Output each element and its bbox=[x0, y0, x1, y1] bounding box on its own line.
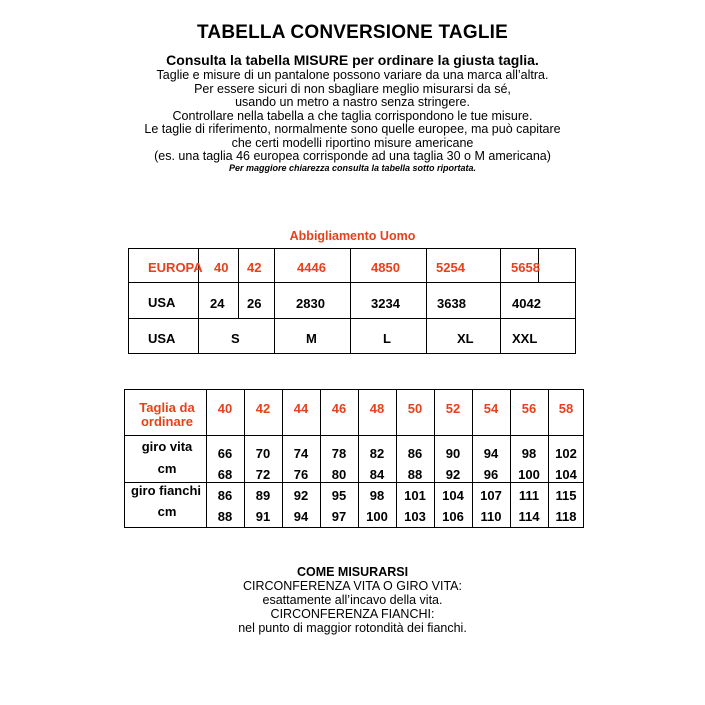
page-subtitle: Consulta la tabella MISURE per ordinare la giusta taglia. bbox=[166, 52, 539, 68]
intro-line: (es. una taglia 46 europea corrisponde ad una taglia 30 o M americana) bbox=[154, 149, 551, 163]
table-cell: 114 bbox=[518, 509, 540, 524]
table-cell: 82 bbox=[369, 446, 385, 461]
col-divider bbox=[198, 248, 199, 318]
col-divider bbox=[500, 318, 501, 354]
col-divider bbox=[426, 318, 427, 354]
table-cell: 103 bbox=[404, 509, 426, 524]
table-cell: 100 bbox=[518, 467, 540, 482]
how-to-line: esattamente all’incavo della vita. bbox=[262, 593, 443, 607]
col-divider bbox=[350, 248, 351, 318]
col-divider bbox=[274, 248, 275, 318]
how-to-line: CIRCONFERENZA FIANCHI: bbox=[270, 607, 435, 621]
section-title: Abbigliamento Uomo bbox=[289, 229, 416, 243]
table-cell: 26 bbox=[247, 296, 262, 311]
table-cell: 3638 bbox=[437, 296, 466, 311]
table-cell: L bbox=[383, 331, 391, 346]
table-cell: 98 bbox=[521, 446, 537, 461]
col-divider bbox=[238, 248, 239, 318]
table-cell: 66 bbox=[217, 446, 233, 461]
row-label-fianchi: cm bbox=[157, 504, 177, 519]
table-cell: 70 bbox=[255, 446, 271, 461]
table-cell: 96 bbox=[483, 467, 499, 482]
table-border bbox=[128, 248, 129, 354]
table-cell: 40 bbox=[214, 260, 229, 275]
table-cell: 76 bbox=[293, 467, 309, 482]
table-cell: XXL bbox=[512, 331, 538, 346]
row-label-usa: USA bbox=[148, 331, 176, 346]
size-header: 52 bbox=[445, 401, 461, 416]
table-cell: 97 bbox=[331, 509, 347, 524]
table-cell: 90 bbox=[445, 446, 461, 461]
note-text: Per maggiore chiarezza consulta la tabella sotto riportata. bbox=[228, 163, 477, 173]
table-cell: 91 bbox=[255, 509, 271, 524]
table-cell: 3234 bbox=[371, 296, 400, 311]
table-cell: 104 bbox=[555, 467, 577, 482]
table-border bbox=[124, 527, 584, 528]
table-cell: 74 bbox=[293, 446, 309, 461]
table-cell: 95 bbox=[331, 488, 347, 503]
header-label: Taglia da bbox=[139, 400, 195, 415]
header-label: ordinare bbox=[140, 414, 193, 429]
row-label-vita: cm bbox=[157, 461, 177, 476]
table-cell: 4042 bbox=[512, 296, 541, 311]
table-cell: 110 bbox=[480, 509, 502, 524]
table-cell: 78 bbox=[331, 446, 347, 461]
table-cell: 100 bbox=[366, 509, 388, 524]
table-cell: 2830 bbox=[296, 296, 325, 311]
table-cell: 4850 bbox=[371, 260, 400, 275]
table-cell: 68 bbox=[217, 467, 233, 482]
row-label-fianchi: giro fianchi bbox=[130, 483, 202, 498]
table-cell: 89 bbox=[255, 488, 271, 503]
intro-line: Per essere sicuri di non sbagliare meglio misurarsi da sé, bbox=[194, 81, 511, 96]
table-cell: 72 bbox=[255, 467, 271, 482]
intro-line: Le taglie di riferimento, normalmente sono quelle europee, ma può capitare bbox=[144, 122, 561, 136]
size-header: 58 bbox=[558, 401, 574, 416]
row-divider bbox=[128, 282, 576, 283]
table-cell: 88 bbox=[407, 467, 423, 482]
table-cell: 88 bbox=[217, 509, 233, 524]
size-header: 48 bbox=[369, 401, 385, 416]
table-cell: 104 bbox=[442, 488, 464, 503]
how-to-heading: COME MISURARSI bbox=[296, 565, 409, 579]
size-header: 40 bbox=[217, 401, 233, 416]
table-cell: 118 bbox=[555, 509, 577, 524]
row-divider bbox=[124, 435, 584, 436]
size-header: 50 bbox=[407, 401, 423, 416]
table-border bbox=[128, 248, 576, 249]
table-cell: 4446 bbox=[297, 260, 326, 275]
table-cell: 80 bbox=[331, 467, 347, 482]
table-border bbox=[124, 389, 584, 390]
row-label-europa: EUROPA bbox=[148, 260, 203, 275]
col-divider bbox=[426, 248, 427, 318]
intro-line: Controllare nella tabella a che taglia corrispondono le tue misure. bbox=[172, 108, 533, 123]
col-divider bbox=[500, 248, 501, 318]
size-header: 42 bbox=[255, 401, 271, 416]
size-conversion-table bbox=[128, 248, 576, 354]
how-to-line: CIRCONFERENZA VITA O GIRO VITA: bbox=[242, 579, 462, 593]
table-cell: 92 bbox=[293, 488, 309, 503]
size-header: 56 bbox=[521, 401, 537, 416]
page-title: TABELLA CONVERSIONE TAGLIE bbox=[197, 22, 508, 43]
measurements-table bbox=[124, 389, 584, 528]
intro-line: che certi modelli riportino misure americane bbox=[231, 135, 474, 150]
table-cell: 106 bbox=[442, 509, 464, 524]
how-to-measure bbox=[0, 565, 705, 635]
size-header: 46 bbox=[331, 401, 347, 416]
table-cell: 92 bbox=[445, 467, 461, 482]
table-cell: XL bbox=[457, 331, 474, 346]
col-divider bbox=[198, 318, 199, 354]
table-cell: 24 bbox=[210, 296, 225, 311]
table-cell: 98 bbox=[369, 488, 385, 503]
row-divider bbox=[128, 318, 576, 319]
col-divider bbox=[274, 318, 275, 354]
table-cell: 86 bbox=[217, 488, 233, 503]
table-cell: M bbox=[306, 331, 317, 346]
table-cell: 42 bbox=[247, 260, 262, 275]
table-cell: 84 bbox=[369, 467, 385, 482]
table-cell: 111 bbox=[518, 488, 540, 503]
how-to-line: nel punto di maggior rotondità dei fianchi. bbox=[238, 621, 467, 635]
table-cell: 86 bbox=[407, 446, 423, 461]
table-cell: 102 bbox=[555, 446, 577, 461]
table-border bbox=[575, 248, 576, 354]
table-border bbox=[128, 353, 576, 354]
row-label-usa: USA bbox=[148, 295, 176, 310]
col-divider bbox=[350, 318, 351, 354]
size-header: 44 bbox=[293, 401, 309, 416]
table-cell: 94 bbox=[293, 509, 309, 524]
table-cell: 115 bbox=[555, 488, 577, 503]
table-cell: 107 bbox=[480, 488, 502, 503]
intro-line: usando un metro a nastro senza stringere. bbox=[235, 95, 470, 109]
row-label-vita: giro vita bbox=[141, 439, 193, 454]
intro-line: Taglie e misure di un pantalone possono variare da una marca all’altra. bbox=[156, 68, 549, 82]
table-cell: S bbox=[231, 331, 240, 346]
table-cell: 94 bbox=[483, 446, 499, 461]
table-cell: 5254 bbox=[436, 260, 465, 275]
size-header: 54 bbox=[483, 401, 499, 416]
table-cell: 5658 bbox=[511, 260, 540, 275]
table-cell: 101 bbox=[404, 488, 426, 503]
